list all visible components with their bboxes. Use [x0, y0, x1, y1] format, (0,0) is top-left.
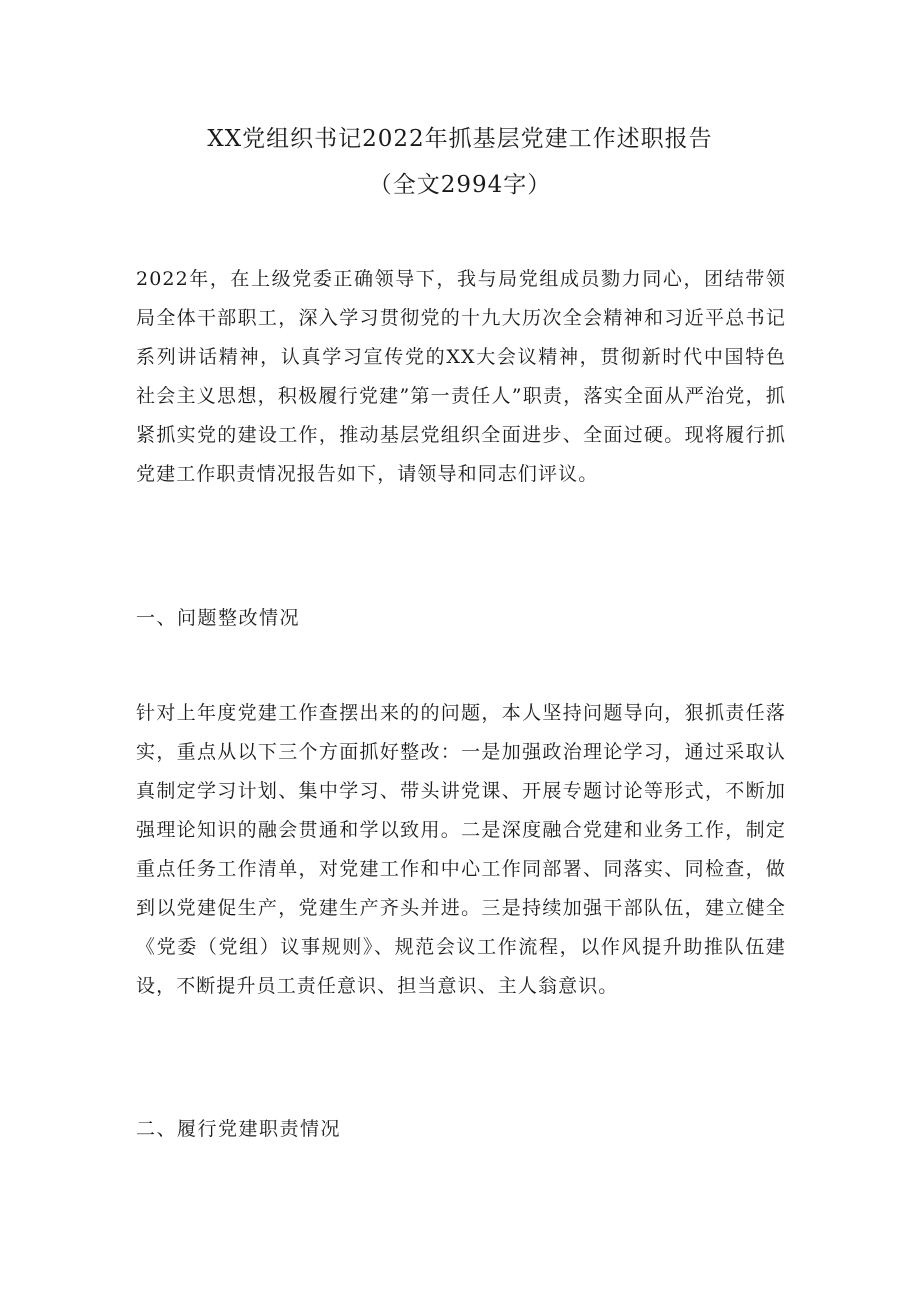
document-subtitle: （全文2994字）	[368, 172, 552, 198]
section-heading-party-duties: 二、履行党建职责情况	[136, 1118, 342, 1140]
problem-rectification-paragraph: 针对上年度党建工作查摆出来的的问题，本人坚持问题导向，狠抓责任落实，重点从以下三个方面抓好整改：一是加强政治理论学习，通过采取认真制定学习计划、集中学习、带头讲党课、开展专题讨论等形式，不断加强理论知识的融会贯通和学以致用。二是深度融合党建和业务工作，制定重点任务工作清单，对党建工作和中心工作同部署、同落实、同检查，做到以党建促生产，党建生产齐头并进。三是持续加强干部队伍，建立健全《党委（党组）议事规则》、规范会议工作流程，以作风提升助推队伍建设，不断提升员工责任意识、担当意识、主人翁意识。	[136, 702, 786, 997]
section-heading-problem-rectification: 一、问题整改情况	[136, 607, 301, 629]
document-title: XX党组织书记2022年抓基层党建工作述职报告	[207, 126, 713, 152]
intro-paragraph: 2022年，在上级党委正确领导下，我与局党组成员勠力同心，团结带领局全体干部职工，深入学习贯彻党的十九大历次全会精神和习近平总书记系列讲话精神，认真学习宣传党的XX大会议精神，贯彻新时代中国特色社会主义思想，积极履行党建”第一责任人”职责，落实全面从严治党，抓紧抓实党的建设工作，推动基层党组织全面进步、全面过硬。现将履行抓党建工作职责情况报告如下，请领导和同志们评议。	[136, 268, 786, 485]
